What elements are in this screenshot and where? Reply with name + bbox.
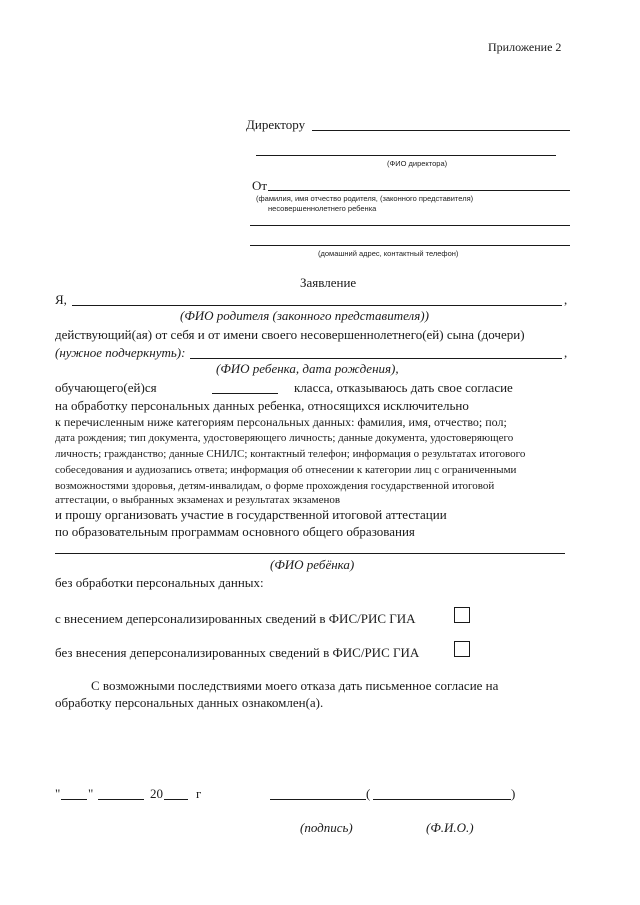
parent-name-line[interactable]	[72, 305, 562, 306]
director-line[interactable]	[312, 130, 570, 131]
acting-line: действующий(ая) от себя и от имени своего несовершеннолетнего(ей) сына (дочери)	[55, 327, 525, 342]
without-processing-label: без обработки персональных данных:	[55, 575, 264, 590]
paren-close: )	[511, 786, 516, 801]
underline-hint: (нужное подчеркнуть):	[55, 345, 186, 360]
request-line-2: по образовательным программам основного общего образования	[55, 524, 415, 539]
date-month-line[interactable]	[98, 799, 144, 800]
director-name-line[interactable]	[256, 155, 556, 156]
categories-line-1: к перечисленным ниже категориям персональных данных: фамилия, имя, отчество; пол;	[55, 415, 507, 429]
consequences-line-2: обработку персональных данных ознакомлен(а).	[55, 695, 324, 710]
paren-open: (	[366, 786, 371, 801]
option-without-label: без внесения деперсонализированных сведений в ФИС/РИС ГИА	[55, 645, 420, 660]
option-with-checkbox[interactable]	[454, 607, 470, 623]
from-label: От	[252, 178, 268, 193]
child-name-caption: (ФИО ребёнка)	[270, 557, 355, 572]
director-caption: (ФИО директора)	[387, 159, 448, 168]
signature-caption: (подпись)	[300, 820, 353, 835]
director-label: Директору	[246, 117, 306, 132]
categories-line-4: собеседования и аудиозапись ответа; информация об отнесении к категории лиц с ограниченными	[55, 464, 517, 476]
date-quote-close: "	[88, 786, 94, 801]
student-prefix: обучающего(ей)ся	[55, 380, 157, 395]
from-caption-1: (фамилия, имя отчество родителя, (законного представителя)	[256, 194, 474, 203]
option-with-label: с внесением деперсонализированных сведений в ФИС/РИС ГИА	[55, 611, 416, 626]
class-text: класса, отказываюсь дать свое согласие	[294, 380, 513, 395]
fio-line[interactable]	[373, 799, 511, 800]
address-line[interactable]	[250, 245, 570, 246]
child-name-line[interactable]	[190, 358, 562, 359]
from-line[interactable]	[268, 190, 570, 191]
date-day-line[interactable]	[61, 799, 87, 800]
parent-caption: (ФИО родителя (законного представителя))	[180, 308, 429, 323]
categories-line-2: дата рождения; тип документа, удостоверяющего личность; данные документа, удостоверяющего	[55, 432, 514, 444]
signature-line[interactable]	[270, 799, 366, 800]
ya-label: Я,	[55, 292, 67, 307]
parent-comma: ,	[564, 292, 568, 307]
date-year-line[interactable]	[164, 799, 188, 800]
address-caption: (домашний адрес, контактный телефон)	[318, 249, 459, 258]
from-caption-2: несовершеннолетнего ребенка	[268, 204, 377, 213]
class-line[interactable]	[212, 393, 278, 394]
request-line-1: и прошу организовать участие в государственной итоговой аттестации	[55, 507, 447, 522]
date-quote-open: "	[55, 786, 61, 801]
processing-line: на обработку персональных данных ребенка, относящихся исключительно	[55, 398, 469, 413]
child-fullname-line[interactable]	[55, 553, 565, 554]
document-title: Заявление	[300, 275, 357, 290]
categories-line-6: аттестации, о выбранных экзаменах и результатах экзаменов	[55, 494, 341, 506]
option-without-checkbox[interactable]	[454, 641, 470, 657]
categories-line-3: личность; гражданство; данные СНИЛС; контактный телефон; информация о результатах итогового	[55, 448, 526, 460]
consequences-line-1: С возможными последствиями моего отказа дать письменное согласие на	[91, 678, 499, 693]
child-caption: (ФИО ребенка, дата рождения),	[216, 361, 399, 376]
categories-line-5: возможностями здоровья, детям-инвалидам, о форме прохождения государственной итоговой	[55, 480, 495, 492]
date-year-prefix: 20	[150, 786, 163, 801]
appendix-label: Приложение 2	[488, 40, 562, 54]
date-year-suffix: г	[196, 786, 202, 801]
child-comma: ,	[564, 345, 568, 360]
name-caption: (Ф.И.О.)	[426, 820, 474, 835]
from-line-2[interactable]	[250, 225, 570, 226]
